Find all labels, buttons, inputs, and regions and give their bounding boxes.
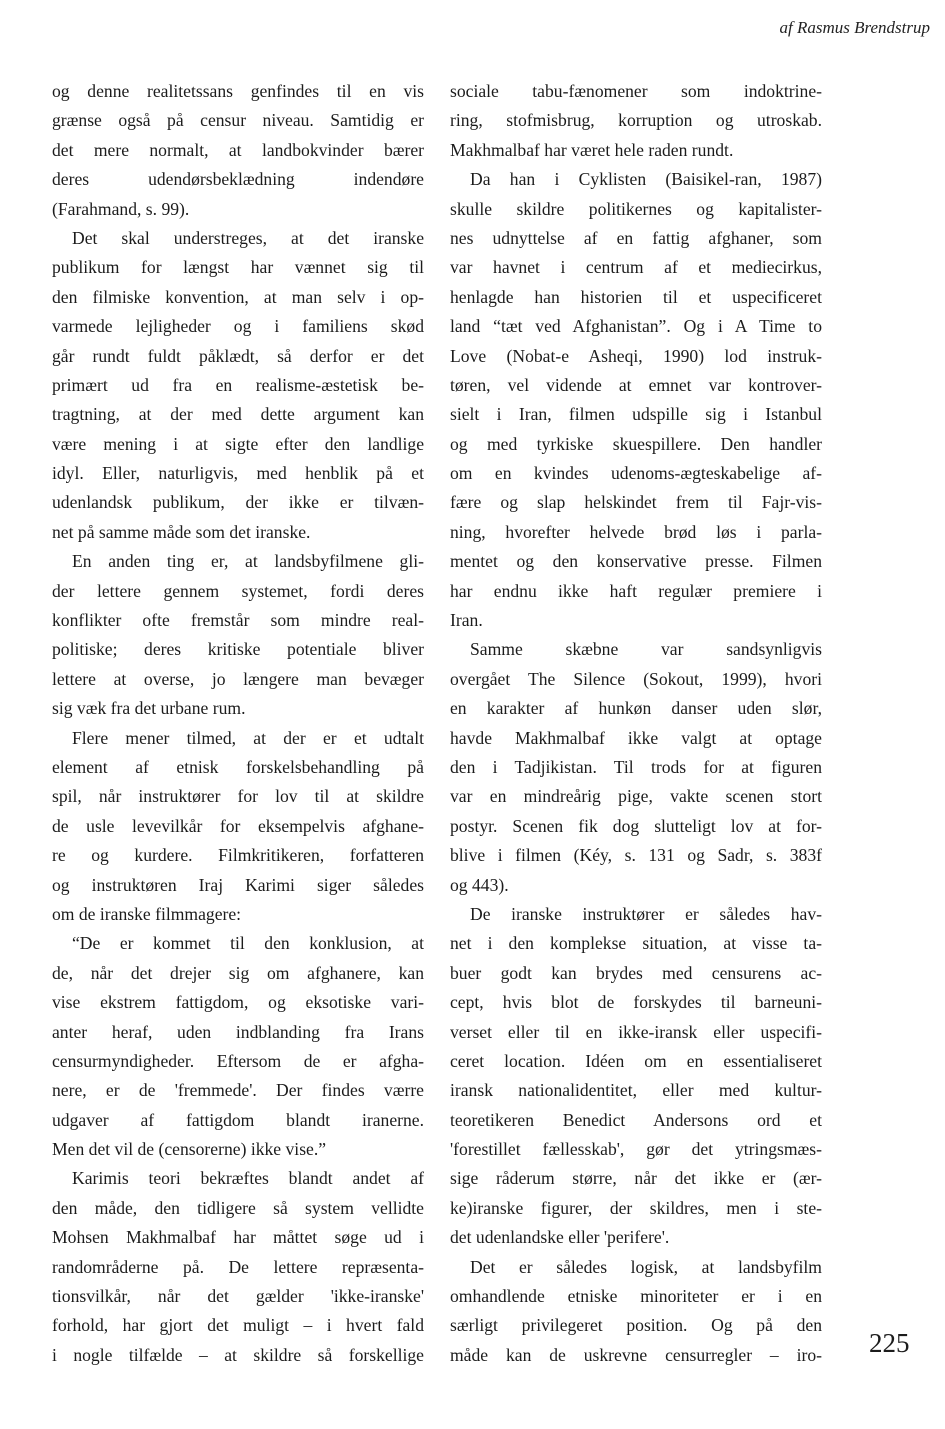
text-line: tøren, vel vidende at emnet var kontrover- — [450, 374, 822, 395]
text-line: Det er således logisk, at landsbyfilm — [470, 1256, 822, 1277]
text-line: udenlandsk publikum, der ikke er tilvæn- — [52, 492, 424, 513]
text-line: henlagde han historien til et uspecificeret — [450, 286, 822, 307]
text-line: være mening i at sigte efter den landlige — [52, 433, 424, 454]
text-line: spil, når instruktører for lov til at skildre — [52, 786, 424, 807]
text-line: Makhmalbaf har været hele raden rundt. — [450, 139, 734, 160]
text-line: Samme skæbne var sandsynligvis — [470, 639, 822, 660]
text-line: Da han i Cyklisten (Baisikel-ran, 1987) — [470, 169, 822, 190]
text-line: sociale tabu-fænomener som indoktrine- — [450, 81, 822, 101]
text-line: politiske; deres kritiske potentiale bliver — [52, 639, 424, 660]
text-line: blive i filmen (Kéy, s. 131 og Sadr, s. 383f — [450, 845, 822, 866]
text-line: forhold, har gjort det muligt – i hvert fald — [52, 1315, 424, 1336]
right-text-column — [450, 77, 822, 1370]
text-line: Love (Nobat-e Asheqi, 1990) lod instruk- — [450, 345, 822, 366]
text-line: den måde, den tidligere så system vellidte — [52, 1197, 424, 1218]
text-line: måde kan de uskrevne censurregler – iro- — [450, 1344, 822, 1365]
text-line: og instruktøren Iraj Karimi siger således — [52, 874, 424, 895]
text-line: Det skal understreges, at det iranske — [72, 227, 424, 248]
text-line: (Farahmand, s. 99). — [52, 198, 190, 219]
text-line: nere, er de 'fremmede'. Der findes værre — [52, 1080, 424, 1101]
text-line: iransk nationalidentitet, eller med kultur- — [450, 1080, 822, 1101]
text-line: var en mindreårig pige, vakte scenen stort — [450, 786, 822, 807]
text-line: mentet og den konservative presse. Filmen — [450, 551, 822, 572]
text-line: lettere at overse, jo længere man bevæger — [52, 668, 424, 689]
page-number: 225 — [869, 1328, 910, 1358]
text-line: idyl. Eller, naturligvis, med henblik på et — [52, 463, 424, 484]
text-line: den i Tadjikistan. Til trods for at figuren — [450, 756, 822, 777]
text-line: teoretikeren Benedict Andersons ord et — [450, 1109, 822, 1130]
text-line: udgaver af fattigdom blandt iranerne. — [52, 1109, 424, 1130]
text-line: randområderne på. De lettere repræsenta- — [52, 1256, 424, 1277]
text-line: og 443). — [450, 874, 509, 895]
text-line: net på samme måde som det iranske. — [52, 521, 311, 542]
text-line: re og kurdere. Filmkritikeren, forfatteren — [52, 845, 424, 866]
text-line: grænse også på censur niveau. Samtidig er — [52, 110, 424, 131]
text-line: der lettere gennem systemet, fordi deres — [52, 580, 424, 601]
text-line: ring, stofmisbrug, korruption og utroskab. — [450, 110, 822, 131]
running-header: af Rasmus Brendstrup — [779, 18, 930, 37]
text-line: Karimis teori bekræftes blandt andet af — [72, 1168, 424, 1189]
text-line: går rundt fuldt påklædt, så derfor er det — [52, 345, 424, 366]
text-line: i nogle tilfælde – at skildre så forskellige — [52, 1344, 424, 1365]
text-line: cept, hvis blot de forskydes til barneuni- — [450, 992, 822, 1013]
text-line: ke)iranske figurer, der skildres, men i ste- — [450, 1197, 822, 1218]
text-line: postyr. Scenen fik dog slutteligt lov at for- — [450, 815, 822, 836]
text-line: det mere normalt, at landbokvinder bærer — [52, 139, 424, 160]
text-line: Men det vil de (censorerne) ikke vise.” — [52, 1139, 327, 1160]
text-line: element af etnisk forskelsbehandling på — [52, 756, 424, 777]
text-line: overgået The Silence (Sokout, 1999), hvori — [450, 668, 822, 689]
text-line: særligt privilegeret position. Og på den — [450, 1315, 822, 1336]
text-line: om de iranske filmmagere: — [52, 903, 242, 924]
text-line: og denne realitetssans genfindes til en vis — [52, 81, 424, 101]
text-line: censurmyndigheder. Eftersom de er afgha- — [52, 1050, 424, 1071]
text-line: varmede lejligheder og i familiens skød — [52, 316, 424, 337]
text-line: nes udnyttelse af en fattig afghaner, som — [450, 227, 822, 248]
text-line: publikum for længst har vænnet sig til — [52, 257, 424, 278]
text-line: deres udendørsbeklædning indendøre — [52, 169, 424, 190]
text-line: Mohsen Makhmalbaf har måttet søge ud i — [52, 1227, 424, 1248]
text-line: og med tyrkiske skuespillere. Den handler — [450, 433, 822, 454]
text-line: primært ud fra en realisme-æstetisk be- — [52, 374, 424, 395]
text-line: sig væk fra det urbane rum. — [52, 698, 246, 719]
text-line: 'forestillet fællesskab', gør det ytringsmæs- — [450, 1139, 822, 1160]
text-line: tionsvilkår, når det gælder 'ikke-iranske' — [52, 1286, 424, 1307]
text-line: om en kvindes udenoms-ægteskabelige af- — [450, 463, 822, 484]
text-line: omhandlende etniske minoriteter er i en — [450, 1286, 822, 1307]
text-line: var havnet i centrum af et mediecirkus, — [450, 257, 822, 278]
text-line: de, når det drejer sig om afghanere, kan — [52, 962, 424, 983]
text-line: buer godt kan brydes med censurens ac- — [450, 962, 822, 983]
text-line: Flere mener tilmed, at der er et udtalt — [72, 727, 424, 748]
text-line: har endnu ikke haft regulær premiere i — [450, 580, 822, 601]
text-line: havde Makhmalbaf ikke valgt at optage — [450, 727, 822, 748]
text-line: sige råderum større, når det ikke er (ær- — [450, 1168, 822, 1189]
text-line: Iran. — [450, 610, 483, 631]
text-line: de usle levevilkår for eksempelvis afghane- — [52, 815, 424, 836]
text-line: net i den komplekse situation, at visse ta- — [450, 933, 822, 954]
text-line: De iranske instruktører er således hav- — [470, 903, 822, 924]
text-line: En anden ting er, at landsbyfilmene gli- — [72, 551, 424, 572]
text-line: skulle skildre politikernes og kapitalister- — [450, 198, 822, 219]
text-line: konflikter ofte fremstår som mindre real- — [52, 610, 424, 631]
text-line: land “tæt ved Afghanistan”. Og i A Time to — [450, 316, 822, 337]
text-line: tragtning, at der med dette argument kan — [52, 404, 424, 425]
text-line: den filmiske konvention, at man selv i op- — [52, 286, 424, 307]
text-line: “De er kommet til den konklusion, at — [72, 933, 424, 954]
text-line: det udenlandske eller 'perifere'. — [450, 1227, 670, 1248]
text-line: sielt i Iran, filmen udspille sig i Istanbul — [450, 404, 822, 425]
text-line: fære og slap helskindet frem til Fajr-vis- — [450, 492, 822, 513]
text-line: ceret location. Idéen om en essentialiseret — [450, 1050, 822, 1071]
text-line: ning, hvorefter helvede brød løs i parla- — [450, 521, 822, 542]
text-line: vise ekstrem fattigdom, og eksotiske vari- — [52, 992, 424, 1013]
left-text-column — [52, 77, 424, 1370]
text-line: en karakter af hunkøn danser uden slør, — [450, 698, 822, 719]
text-line: verset eller til en ikke-iransk eller uspecifi- — [450, 1021, 822, 1042]
text-line: anter heraf, uden indblanding fra Irans — [52, 1021, 424, 1042]
